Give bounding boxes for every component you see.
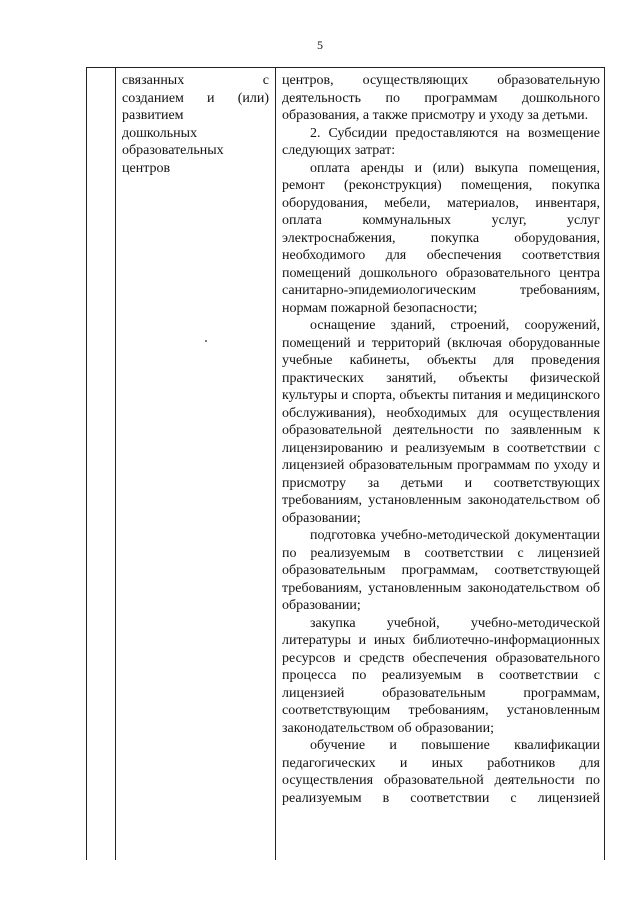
- description-line: дошкольных: [122, 125, 198, 141]
- table-column-divider-2: [275, 68, 276, 860]
- description-line: связанных с: [122, 73, 269, 88]
- content-paragraph: обучение и повышение квалификации педагогических и иных работников для осуществления образовательной деятельности по реализуемым в соответствии с лицензией: [282, 738, 600, 806]
- content-paragraph: закупка учебной, учебно-методической литературы и иных библиотечно-информационных ресурсов и средств обеспечения образовательного процесса по реализуемым в соответствии с лицензией образовательным программам, соответствующим требованиям, установленным законодательством об образовании;: [282, 615, 600, 736]
- description-line: развитием: [122, 108, 184, 123]
- content-paragraph: 2. Субсидии предоставляются на возмещение следующих затрат:: [282, 125, 600, 158]
- table-cell-content: [282, 72, 600, 807]
- description-line: образовательных: [122, 143, 224, 158]
- page-number: 5: [317, 38, 323, 52]
- table-cell-description: [122, 72, 269, 177]
- scan-speck: [205, 340, 207, 342]
- content-paragraph: подготовка учебно-методической документации по реализуемым в соответствии с лицензией образовательным программам, соответствующей требованиям, установленным законодательством об образовании;: [282, 528, 600, 613]
- table-column-divider-1: [115, 68, 116, 860]
- description-line: центров: [122, 160, 171, 176]
- content-paragraph: оплата аренды и (или) выкупа помещения, ремонт (реконструкция) помещения, покупка оборудования, мебели, материалов, инвентаря, оплата коммунальных услуг, услуг электроснабжения, покупка оборудования, необходимого для обеспечения соответствия помещений дошкольного образовательного центра санитарно-эпидемиологическим требованиям, нормам пожарной безопасности;: [282, 160, 600, 316]
- content-paragraph: центров, осуществляющих образовательную деятельность по программам дошкольного образования, а также присмотру и уходу за детьми.: [282, 73, 600, 123]
- description-line: созданием и (или): [122, 90, 269, 106]
- document-table: [86, 67, 605, 860]
- content-paragraph: оснащение зданий, строений, сооружений, помещений и территорий (включая оборудованные учебные кабинеты, объекты для проведения практических занятий, объекты физической культуры и спорта, объекты питания и медицинского обслуживания), необходимых для осуществления образовательной деятельности по заявленным к лицензированию и реализуемым в соответствии с лицензией образовательным программам по уходу и присмотру за детьми и соответствующих требованиям, установленным законодательством об образовании;: [282, 318, 600, 526]
